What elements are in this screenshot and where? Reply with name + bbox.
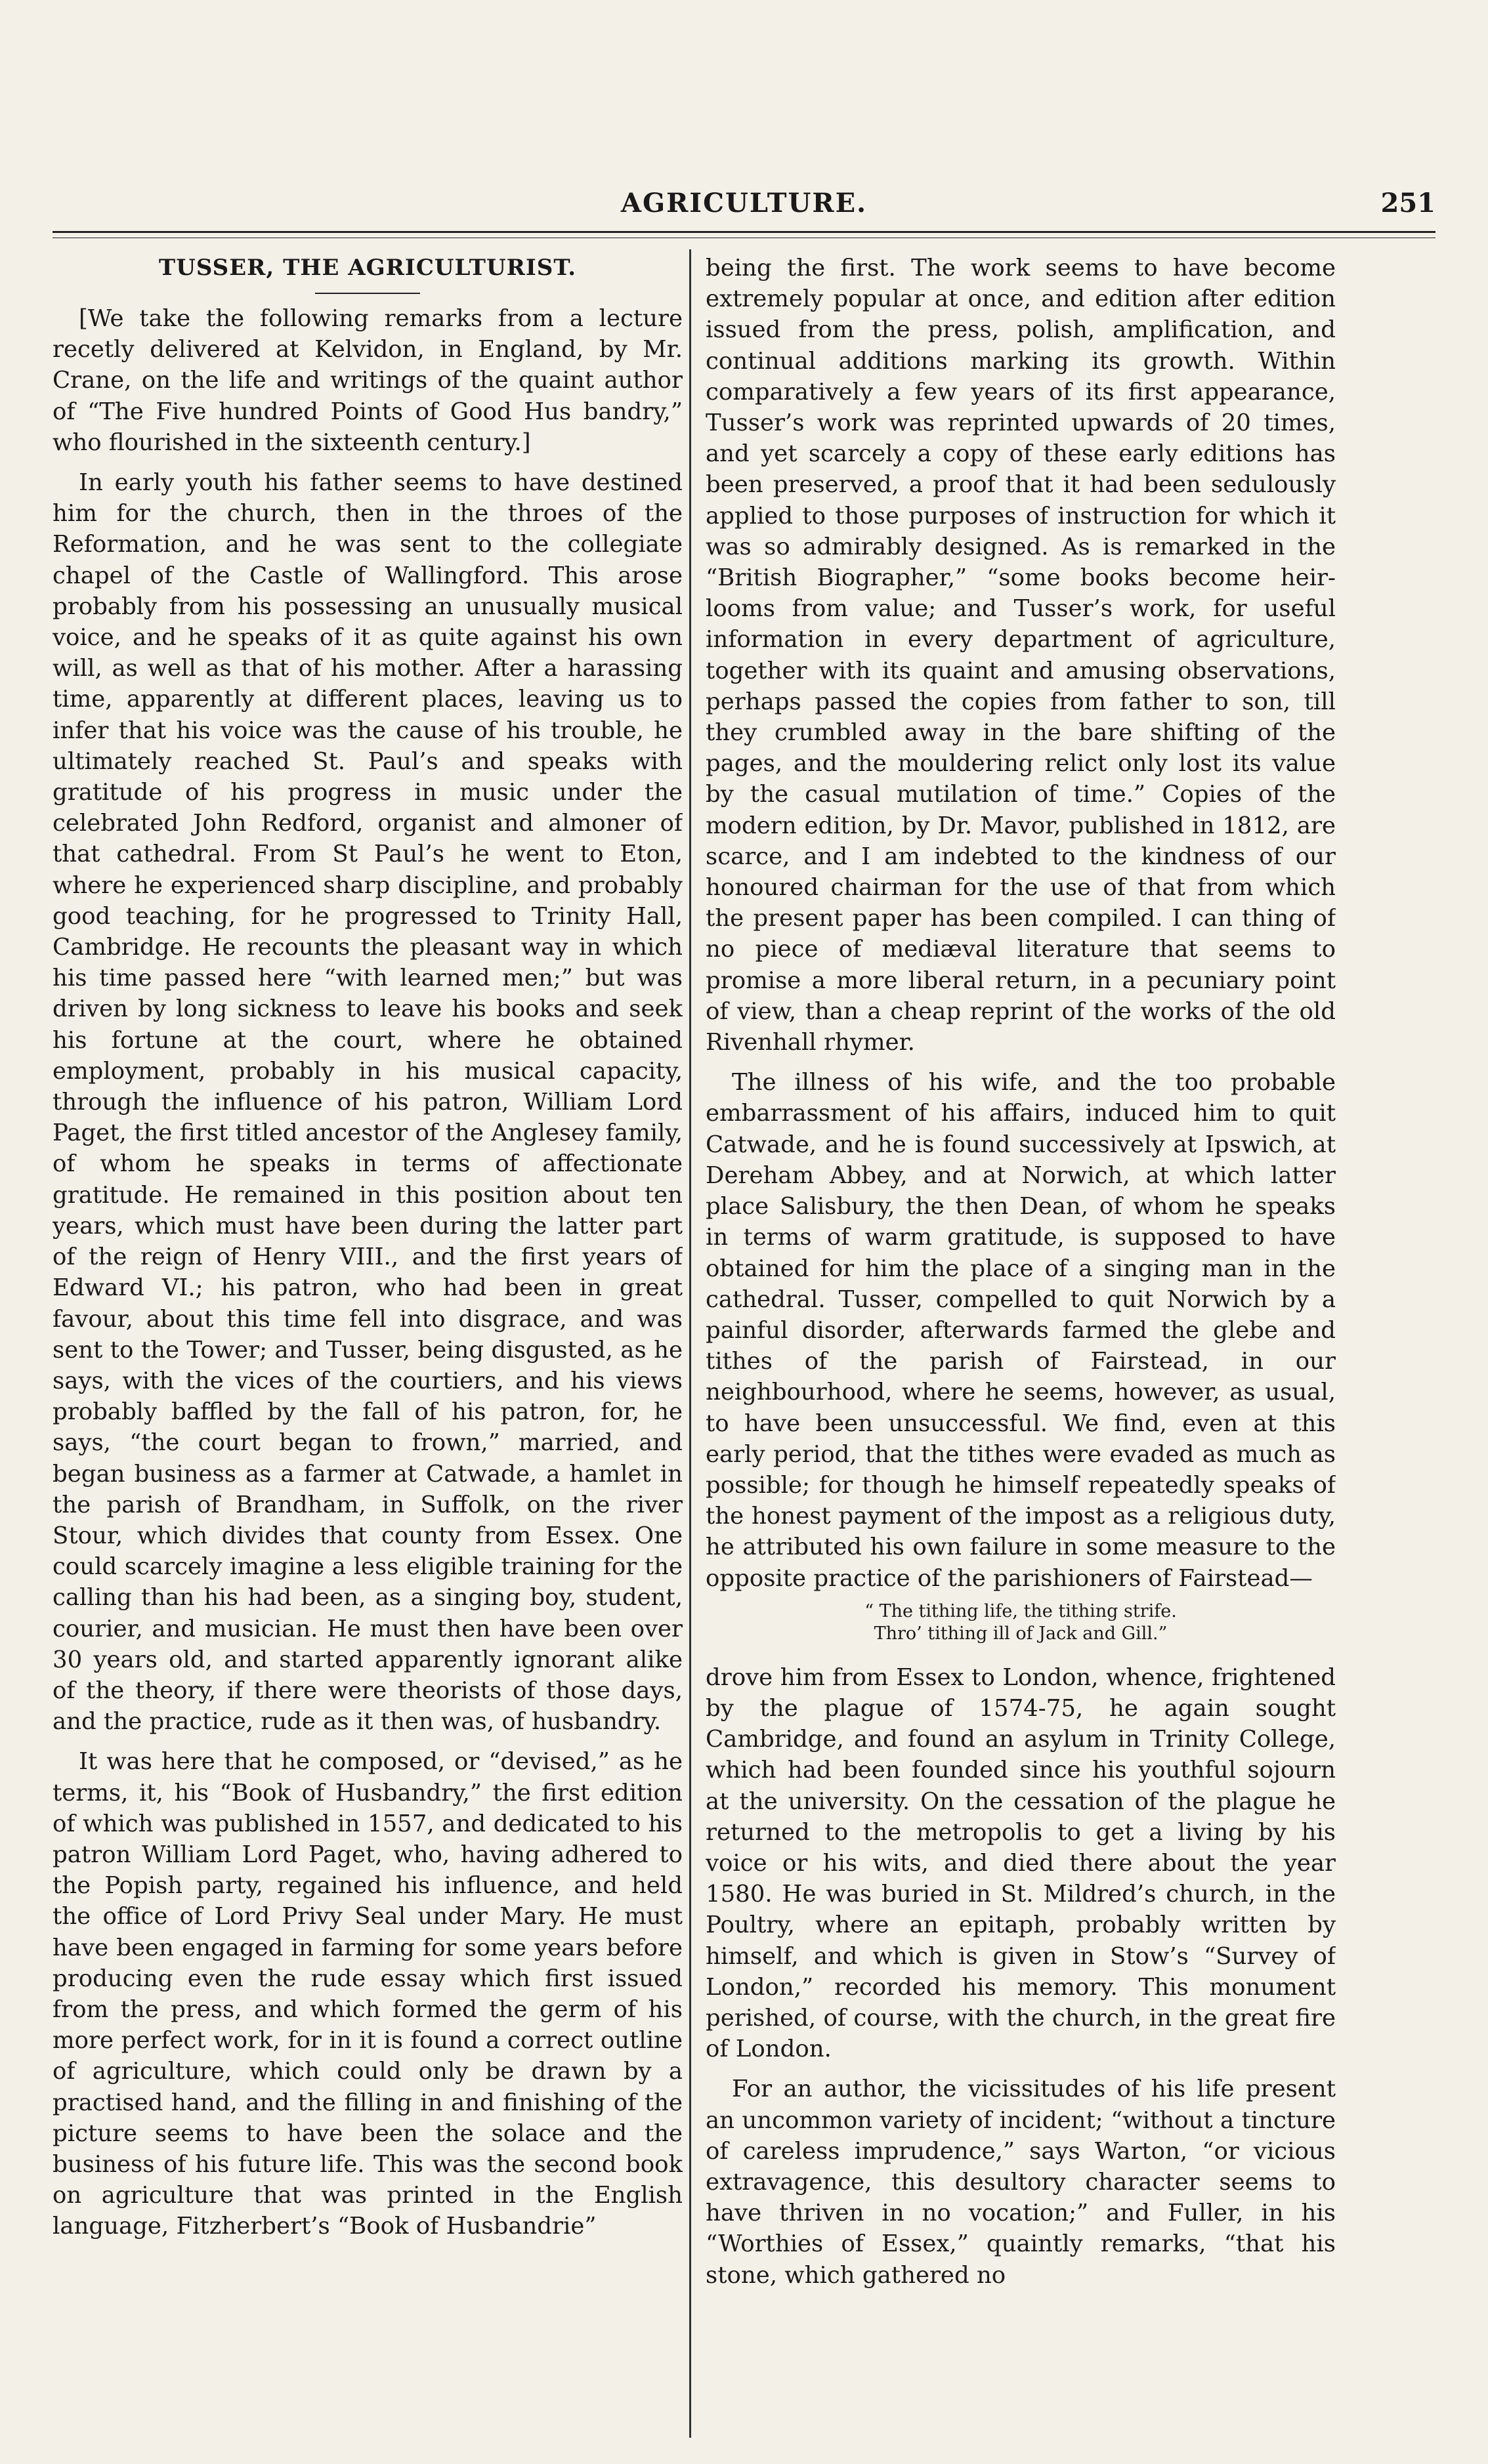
verse-quote	[706, 1600, 1336, 1645]
paragraph: In early youth his father seems to have destined him for the church, then in the throes of the Reformation, and he was sent to the collegiate chapel of the Castle of Wallingford. This arose probably from his possessing an unusually musical voice, and he speaks of it as quite against his own will, as well as that of his mother. After a harassing time, apparently at different places, leaving us to infer that his voice was the cause of his trouble, he ultimately reached St. Paul’s and speaks with gratitude of his progress in music under the celebrated John Redford, organist and almoner of that cathedral. From St Paul’s he went to Eton, where he experienced sharp discipline, and probably good teaching, for he progressed to Trinity Hall, Cambridge. He recounts the pleasant way in which his time passed here “with learned men;” but was driven by long sickness to leave his books and seek his fortune at the court, where he obtained employment, probably in his musical capacity, through the influence of his patron, William Lord Paget, the first titled ancestor of the Anglesey family, of whom he speaks in terms of affectionate gratitude. He remained in this position about ten years, which must have been during the latter part of the reign of Henry VIII., and the first years of Edward VI.; his patron, who had been in great favour, about this time fell into disgrace, and was sent to the Tower; and Tusser, being disgusted, as he says, with the vices of the courtiers, and his views probably baffled by the fall of his patron, for, he says, “the court began to frown,” married, and began business as a farmer at Catwade, a hamlet in the parish of Brandham, in Suffolk, on the river Stour, which divides that county from Essex. One could scarcely imagine a less eligible training for the calling than his had been, as a singing boy, student, courier, and musician. He must then have been over 30 years old, and started apparently ignorant alike of the theory, if there were theorists of those days, and the practice, rude as it then was, of husbandry.	[53, 469, 683, 1736]
paragraph: being the first. The work seems to have become extremely popular at once, and edition after edition issued from the press, polish, amplification, and continual additions marking its growth. Within comparatively a few years of its first appearance, Tusser’s work was reprinted upwards of 20 times, and yet scarcely a copy of these early editions has been preserved, a proof that it had been sedulously applied to those purposes of instruction for which it was so admirably designed. As is remarked in the “British Biographer,” “some books become heir-looms from value; and Tusser’s work, for useful information in every department of agriculture, together with its quaint and amusing observations, perhaps passed the copies from father to son, till they crumbled away in the bare shifting of the pages, and the mouldering relict only lost its value by the casual mutilation of time.” Copies of the modern edition, by Dr. Mavor, published in 1812, are scarce, and I am indebted to the kindness of our honoured chairman for the use of that from which the present paper has been compiled. I can thing of no piece of mediæval literature that seems to promise a more liberal return, in a pecuniary point of view, than a cheap reprint of the works of the old Rivenhall rhymer.	[706, 255, 1336, 1056]
paragraph: drove him from Essex to London, whence, frightened by the plague of 1574-75, he again sought Cambridge, and found an asylum in Trinity College, which had been founded since his youthful sojourn at the university. On the cessation of the plague he returned to the metropolis to get a living by his voice or his wits, and died there about the year 1580. He was buried in St. Mildred’s church, in the Poultry, where an epitaph, probably written by himself, and which is given in Stow’s “Survey of London,” recorded his memory. This monument perished, of course, with the church, in the great fire of London.	[706, 1663, 1336, 2063]
page-number: 251	[1380, 188, 1435, 219]
running-title: AGRICULTURE.	[620, 188, 868, 219]
title-rule	[315, 293, 420, 294]
left-column	[53, 253, 683, 2438]
right-column	[706, 253, 1336, 2438]
column-divider	[689, 249, 691, 2438]
article-intro: [We take the following remarks from a lecture recetly delivered at Kelvidon, in England, by Mr. Crane, on the life and writings of the quaint author of “The Five hundred Points of Good Hus bandry,” who flourished in the sixteenth century.]	[53, 305, 683, 456]
verse-line: Thro’ tithing ill of Jack and Gill.”	[874, 1623, 1168, 1644]
header-rule	[53, 231, 1435, 233]
page-header	[53, 188, 1435, 234]
verse-line: “ The tithing life, the tithing strife.	[864, 1600, 1177, 1621]
article-title: TUSSER, THE AGRICULTURIST.	[158, 255, 577, 281]
paragraph: It was here that he composed, or “devised,” as he terms, it, his “Book of Husbandry,” the first edition of which was published in 1557, and dedicated to his patron William Lord Paget, who, having adhered to the Popish party, regained his influence, and held the office of Lord Privy Seal under Mary. He must have been engaged in farming for some years before producing even the rude essay which first issued from the press, and which formed the germ of his more perfect work, for in it is found a correct outline of agriculture, which could only be drawn by a practised hand, and the filling in and finishing of the picture seems to have been the solace and the business of his future life. This was the second book on agriculture that was printed in the English language, Fitzherbert’s “Book of Husbandrie”	[53, 1748, 683, 2240]
paragraph: For an author, the vicissitudes of his life present an uncommon variety of incident; “without a tincture of careless imprudence,” says Warton, “or vicious extravagence, this desultory character seems to have thriven in no vocation;” and Fuller, in his “Worthies of Essex,” quaintly remarks, “that his stone, which gathered no	[706, 2076, 1336, 2289]
paragraph: The illness of his wife, and the too probable embarrassment of his affairs, induced him to quit Catwade, and he is found successively at Ipswich, at Dereham Abbey, and at Norwich, at which latter place Salisbury, the then Dean, of whom he speaks in terms of warm gratitude, is supposed to have obtained for him the place of a singing man in the cathedral. Tusser, compelled to quit Norwich by a painful disorder, afterwards farmed the glebe and tithes of the parish of Fairstead, in our neighbourhood, where he seems, however, as usual, to have been unsuccessful. We find, even at this early period, that the tithes were evaded as much as possible; for though he himself repeatedly speaks of the honest payment of the impost as a religious duty, he attributed his own failure in some measure to the opposite practice of the parishioners of Fairstead—	[706, 1069, 1336, 1592]
